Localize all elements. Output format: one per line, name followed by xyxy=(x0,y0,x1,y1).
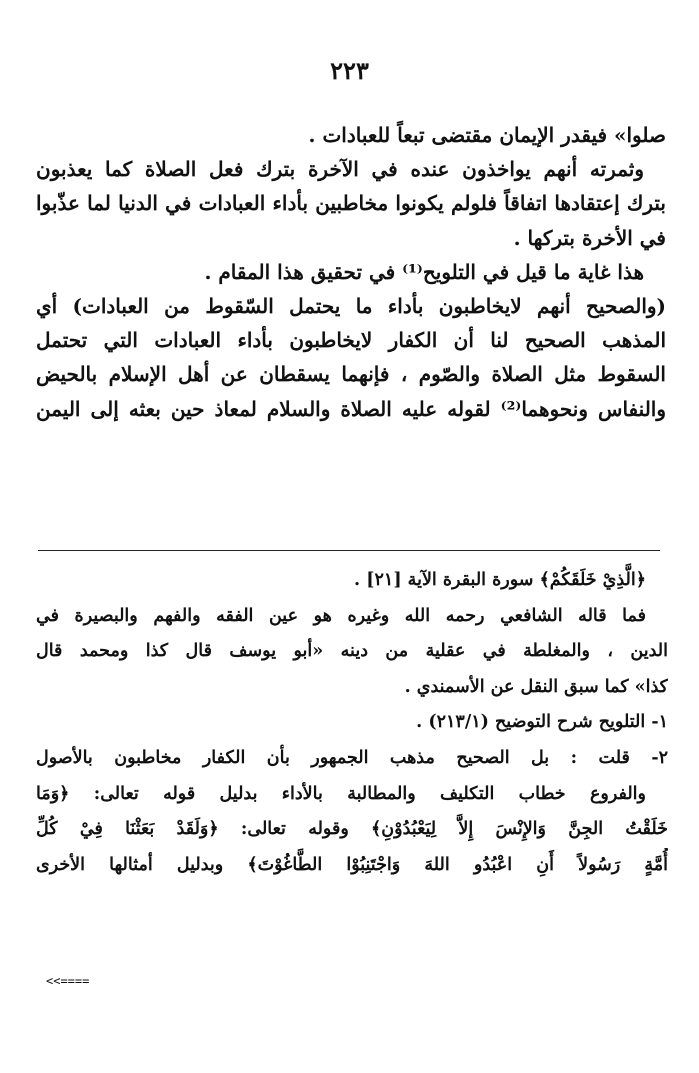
footnote-line: ﴿الَّذِيْ خَلَقَكُمْ﴾ سورة البقرة الآية [٢١] . xyxy=(354,570,646,590)
footnote-line: والفروع خطاب التكليف والمطالبة بالأداء بدليل قوله تعالى: ﴿وَمَا xyxy=(36,783,646,804)
main-line: السقوط مثل الصلاة والصّوم ، فإنهما يسقطان عن أهل الإسلام بالحيض xyxy=(36,362,666,387)
main-line: المذهب الصحيح لنا أن الكفار لايخاطبون بأداء العبادات التي تحتمل xyxy=(36,328,666,353)
footnote-line: الدين ، والمغلطة في عقلية من دينه «أبو يوسف قال كذا ومحمد قال xyxy=(36,641,668,662)
footnote-line: خَلَقْتُ الجِنَّ وَالإِنْسَ إِلاَّ لِيَعْبُدُوْنِ﴾ وقوله تعالى: ﴿وَلَقَدْ بَعَثْنَا فِيْ كُلِّ xyxy=(36,819,668,840)
main-line: والنفاس ونحوهما⁽²⁾ لقوله عليه الصلاة والسلام لمعاذ حين بعثه إلى اليمن xyxy=(36,396,666,421)
footnote-line: فما قاله الشافعي رحمه الله وغيره هو عين الفقه والفهم والبصيرة في xyxy=(36,605,646,626)
footnote-divider xyxy=(38,550,660,551)
footnote-line: كذا» كما سبق النقل عن الأسمندي . xyxy=(404,676,668,697)
main-line: وثمرته أنهم يواخذون عنده في الآخرة بترك فعل الصلاة كما يعذبون xyxy=(36,157,644,182)
main-line: هذا غاية ما قيل في التلويح⁽¹⁾ في تحقيق هذا المقام . xyxy=(204,259,644,284)
footnote-line: ١- التلويح شرح التوضيح (٢١٣/١) . xyxy=(416,712,668,733)
continuation-mark: <<==== xyxy=(46,974,90,988)
main-text xyxy=(36,118,666,426)
main-line: صلوا» فيقدر الإيمان مقتضى تبعاً للعبادات . xyxy=(308,123,666,147)
footnote-line: أُمَّةٍ رَسُولاً أَنِ اعْبُدُو اللهَ وَاجْتَنِبُوْا الطَّاغُوْتَ﴾ وبدليل أمثالها الأخرى xyxy=(36,854,668,875)
footnote-line: ٢- قلت : بل الصحيح مذهب الجمهور بأن الكفار مخاطبون بالأصول xyxy=(36,747,668,768)
main-line: بترك إعتقادها اتفاقاً فلولم يكونوا مخاطبين بأداء العبادات في الدنيا لما عذّبوا xyxy=(36,191,666,216)
footnotes xyxy=(36,563,668,883)
main-line: (والصحيح أنهم لايخاطبون بأداء ما يحتمل السّقوط من العبادات) أي xyxy=(36,293,666,318)
main-line: في الأخرة بتركها . xyxy=(513,225,666,250)
page-number: ٢٢٣ xyxy=(330,56,369,85)
